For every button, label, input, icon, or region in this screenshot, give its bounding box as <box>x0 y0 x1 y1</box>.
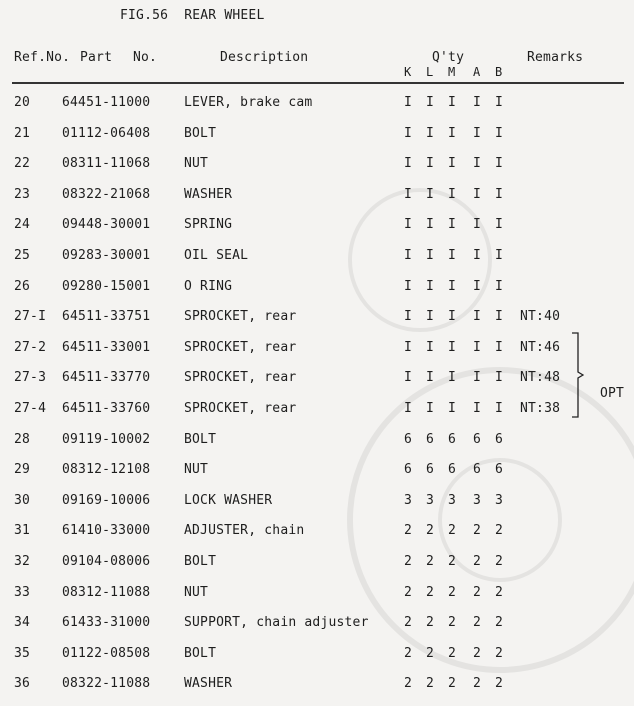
table-row <box>0 401 634 431</box>
ref-number: 31 <box>14 523 31 539</box>
quantity-cell: 2 <box>472 676 482 692</box>
quantity-cell: I <box>447 125 457 141</box>
quantity-cell: I <box>403 95 413 110</box>
quantity-cell: I <box>425 95 435 110</box>
quantity-cell: 2 <box>472 615 482 631</box>
part-description: SPROCKET, rear <box>184 339 297 355</box>
quantity-cell: 2 <box>472 645 482 661</box>
quantity-cell: I <box>472 95 482 110</box>
quantity-cell: 2 <box>447 645 457 661</box>
part-number: 64511-33760 <box>62 401 151 416</box>
quantity-cell: I <box>447 278 457 294</box>
quantity-cell: 2 <box>472 554 482 569</box>
quantity-cell: 2 <box>425 645 435 661</box>
part-number: 08322-11088 <box>62 676 151 692</box>
table-row <box>0 370 634 400</box>
quantity-cell: I <box>403 248 413 263</box>
quantity-cell: 2 <box>425 554 435 569</box>
remark: NT:48 <box>520 370 561 386</box>
quantity-cell: I <box>447 370 457 386</box>
quantity-cell: 3 <box>425 492 435 508</box>
quantity-cell: 6 <box>472 431 482 447</box>
quantity-cell: I <box>403 278 413 294</box>
figure-title: FIG.56 REAR WHEEL <box>120 8 265 23</box>
quantity-cell: 6 <box>472 462 482 478</box>
table-row <box>0 462 634 492</box>
ref-number: 21 <box>14 125 31 141</box>
quantity-header: Q'ty <box>432 50 465 65</box>
part-description: LEVER, brake cam <box>184 95 313 110</box>
part-no-header: No. <box>133 50 158 65</box>
quantity-cell: 2 <box>447 554 457 569</box>
quantity-cell: I <box>472 278 482 294</box>
ref-number: 35 <box>14 645 31 661</box>
header-divider <box>12 82 624 84</box>
quantity-cell: 2 <box>472 523 482 539</box>
part-description: NUT <box>184 584 209 600</box>
quantity-cell: I <box>425 339 435 355</box>
quantity-cell: I <box>472 156 482 172</box>
quantity-cell: 3 <box>403 492 413 508</box>
part-description: SPROCKET, rear <box>184 401 297 416</box>
description-header: Description <box>220 50 309 65</box>
quantity-cell: I <box>494 278 504 294</box>
quantity-cell: I <box>425 309 435 325</box>
quantity-cell: I <box>403 401 413 416</box>
table-row <box>0 523 634 553</box>
part-number: 09283-30001 <box>62 248 151 263</box>
quantity-cell: I <box>472 217 482 233</box>
quantity-cell: I <box>494 217 504 233</box>
part-number: 61410-33000 <box>62 523 151 539</box>
ref-number: 23 <box>14 186 31 202</box>
quantity-cell: I <box>447 401 457 416</box>
quantity-cell: I <box>403 156 413 172</box>
part-number: 09104-08006 <box>62 554 151 569</box>
part-description: NUT <box>184 156 209 172</box>
quantity-cell: I <box>472 186 482 202</box>
quantity-cell: I <box>425 186 435 202</box>
ref-number: 22 <box>14 156 31 172</box>
part-description: SPRING <box>184 217 233 233</box>
quantity-cell: 6 <box>494 431 504 447</box>
quantity-cell: I <box>494 125 504 141</box>
ref-number: 26 <box>14 278 31 294</box>
part-number: 64451-11000 <box>62 95 151 110</box>
part-description: BOLT <box>184 645 217 661</box>
quantity-cell: I <box>472 125 482 141</box>
quantity-cell: I <box>403 370 413 386</box>
quantity-cell: 2 <box>494 615 504 631</box>
part-number: 61433-31000 <box>62 615 151 631</box>
quantity-cell: 2 <box>494 554 504 569</box>
quantity-cell: 2 <box>403 645 413 661</box>
quantity-cell: I <box>447 186 457 202</box>
quantity-cell: I <box>472 339 482 355</box>
quantity-cell: I <box>425 156 435 172</box>
ref-number: 29 <box>14 462 31 478</box>
quantity-cell: 2 <box>425 615 435 631</box>
remark: NT:40 <box>520 309 561 325</box>
quantity-cell: 2 <box>447 584 457 600</box>
quantity-cell: I <box>403 125 413 141</box>
ref-number: 32 <box>14 554 31 569</box>
model-b-header: B <box>495 65 503 79</box>
quantity-cell: I <box>403 309 413 325</box>
ref-number: 33 <box>14 584 31 600</box>
quantity-cell: 3 <box>494 492 504 508</box>
remark: NT:38 <box>520 401 561 416</box>
quantity-cell: 2 <box>447 615 457 631</box>
quantity-cell: 2 <box>403 584 413 600</box>
ref-number: 36 <box>14 676 31 692</box>
quantity-cell: 2 <box>403 615 413 631</box>
part-number: 09169-10006 <box>62 492 151 508</box>
table-row <box>0 340 634 370</box>
quantity-cell: I <box>494 339 504 355</box>
ref-number: 27-I <box>14 309 47 325</box>
model-k-header: K <box>404 65 412 79</box>
quantity-cell: 2 <box>425 676 435 692</box>
part-description: SPROCKET, rear <box>184 309 297 325</box>
quantity-cell: 2 <box>494 645 504 661</box>
quantity-cell: I <box>494 401 504 416</box>
ref-number: 30 <box>14 492 31 508</box>
quantity-cell: 2 <box>403 554 413 569</box>
part-number: 64511-33001 <box>62 339 151 355</box>
quantity-cell: 6 <box>403 462 413 478</box>
quantity-cell: I <box>494 370 504 386</box>
model-m-header: M <box>448 65 456 79</box>
model-a-header: A <box>473 65 481 79</box>
quantity-cell: 2 <box>447 676 457 692</box>
table-row <box>0 646 634 676</box>
table-row <box>0 309 634 339</box>
part-description: LOCK WASHER <box>184 492 273 508</box>
quantity-cell: I <box>447 309 457 325</box>
part-number: 64511-33770 <box>62 370 151 386</box>
quantity-cell: 2 <box>494 523 504 539</box>
quantity-cell: 3 <box>472 492 482 508</box>
part-number: 09448-30001 <box>62 217 151 233</box>
part-description: OIL SEAL <box>184 248 249 263</box>
quantity-cell: I <box>425 370 435 386</box>
quantity-cell: 3 <box>447 492 457 508</box>
part-header: Part <box>80 50 113 65</box>
table-row <box>0 432 634 462</box>
part-description: SPROCKET, rear <box>184 370 297 386</box>
quantity-cell: I <box>472 401 482 416</box>
part-number: 08322-21068 <box>62 186 151 202</box>
quantity-cell: I <box>472 309 482 325</box>
part-number: 09280-15001 <box>62 278 151 294</box>
part-number: 08312-11088 <box>62 584 151 600</box>
part-number: 08312-12108 <box>62 462 151 478</box>
quantity-cell: I <box>494 156 504 172</box>
quantity-cell: I <box>494 309 504 325</box>
table-row <box>0 493 634 523</box>
option-group-label: OPT <box>600 386 625 401</box>
part-number: 01122-08508 <box>62 645 151 661</box>
ref-number: 20 <box>14 95 31 110</box>
part-number: 09119-10002 <box>62 431 151 447</box>
part-description: WASHER <box>184 186 233 202</box>
quantity-cell: I <box>425 278 435 294</box>
quantity-cell: 6 <box>447 462 457 478</box>
table-row <box>0 554 634 584</box>
table-row <box>0 126 634 156</box>
quantity-cell: 2 <box>494 676 504 692</box>
part-description: O RING <box>184 278 233 294</box>
quantity-cell: I <box>403 186 413 202</box>
quantity-cell: I <box>425 248 435 263</box>
quantity-cell: I <box>447 248 457 263</box>
table-row <box>0 279 634 309</box>
table-row <box>0 676 634 706</box>
quantity-cell: 2 <box>494 584 504 600</box>
quantity-cell: I <box>447 156 457 172</box>
ref-number: 34 <box>14 615 31 631</box>
option-group-brace <box>570 332 584 418</box>
quantity-cell: I <box>494 95 504 110</box>
quantity-cell: I <box>494 248 504 263</box>
ref-number: 27-4 <box>14 401 47 416</box>
table-row <box>0 248 634 278</box>
remark: NT:46 <box>520 339 561 355</box>
part-description: WASHER <box>184 676 233 692</box>
part-number: 64511-33751 <box>62 309 151 325</box>
part-description: SUPPORT, chain adjuster <box>184 615 369 631</box>
part-description: NUT <box>184 462 209 478</box>
table-row <box>0 585 634 615</box>
part-number: 01112-06408 <box>62 125 151 141</box>
ref-number: 25 <box>14 248 31 263</box>
quantity-cell: I <box>425 217 435 233</box>
remarks-header: Remarks <box>527 50 584 65</box>
quantity-cell: 6 <box>403 431 413 447</box>
quantity-cell: I <box>472 248 482 263</box>
quantity-cell: 6 <box>425 462 435 478</box>
table-row <box>0 217 634 247</box>
quantity-cell: I <box>425 401 435 416</box>
quantity-cell: 2 <box>447 523 457 539</box>
ref-number: 27-3 <box>14 370 47 386</box>
table-row <box>0 95 634 125</box>
quantity-cell: 2 <box>425 523 435 539</box>
part-description: BOLT <box>184 431 217 447</box>
table-row <box>0 615 634 645</box>
quantity-cell: 2 <box>403 523 413 539</box>
ref-no-header: Ref.No. <box>14 50 71 65</box>
quantity-cell: I <box>447 217 457 233</box>
table-row <box>0 156 634 186</box>
part-description: BOLT <box>184 554 217 569</box>
model-l-header: L <box>426 65 434 79</box>
part-description: BOLT <box>184 125 217 141</box>
part-number: 08311-11068 <box>62 156 151 172</box>
quantity-cell: 2 <box>403 676 413 692</box>
quantity-cell: I <box>425 125 435 141</box>
quantity-cell: 6 <box>494 462 504 478</box>
quantity-cell: I <box>494 186 504 202</box>
quantity-cell: 6 <box>425 431 435 447</box>
quantity-cell: I <box>472 370 482 386</box>
quantity-cell: I <box>447 339 457 355</box>
table-row <box>0 187 634 217</box>
quantity-cell: I <box>447 95 457 110</box>
quantity-cell: I <box>403 339 413 355</box>
part-description: ADJUSTER, chain <box>184 523 305 539</box>
quantity-cell: 2 <box>472 584 482 600</box>
ref-number: 28 <box>14 431 31 447</box>
quantity-cell: 6 <box>447 431 457 447</box>
ref-number: 24 <box>14 217 31 233</box>
ref-number: 27-2 <box>14 339 47 355</box>
quantity-cell: I <box>403 217 413 233</box>
quantity-cell: 2 <box>425 584 435 600</box>
